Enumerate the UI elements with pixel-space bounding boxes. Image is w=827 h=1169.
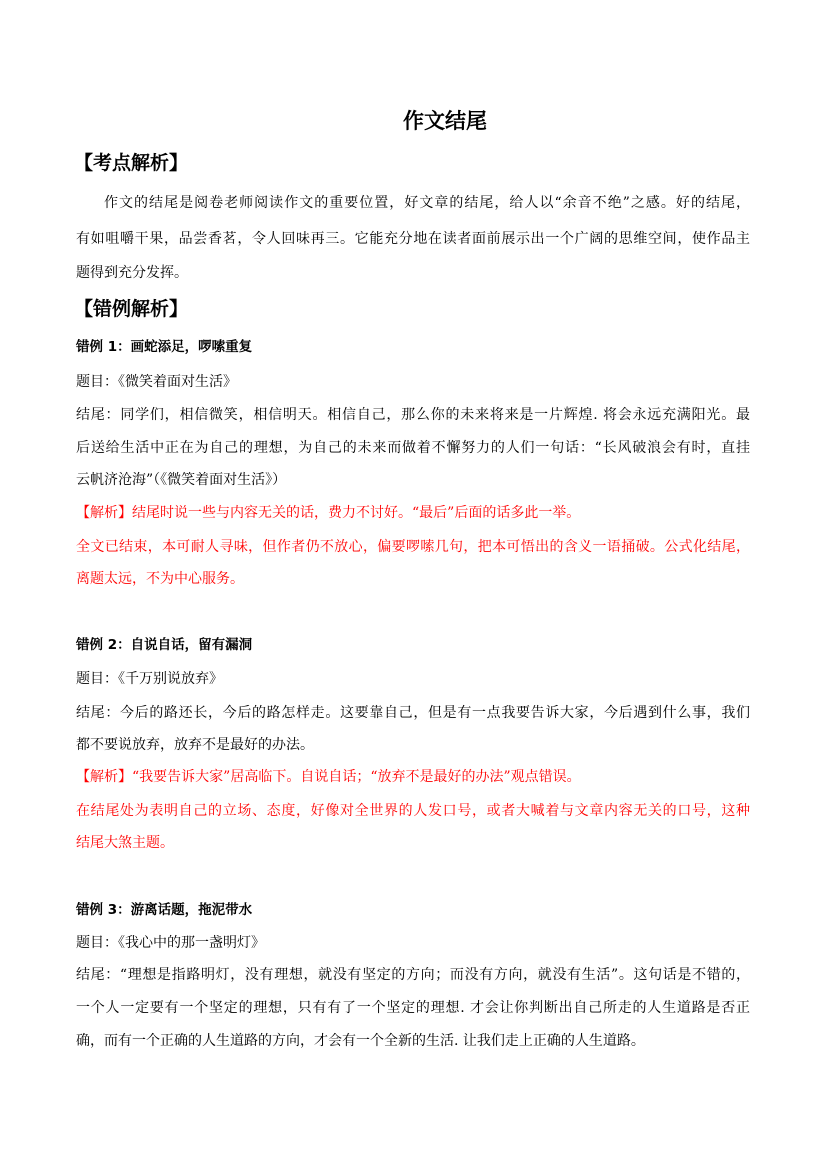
paragraph-line: 作文的结尾是阅卷老师阅读作文的重要位置，好文章的结尾，给人以“余音不绝”之感。好的结尾， bbox=[104, 195, 750, 211]
example-1-analysis-line: 全文已结束，本可耐人寻味，但作者仍不放心，偏要啰嗦几句，把本可悟出的含义一语捅破。公式化结尾， bbox=[76, 539, 750, 555]
example-3-ending-line: 一个人一定要有一个坚定的理想，只有有了一个坚定的理想. 才会让你判断出自己所走的人生道路是否正 bbox=[76, 1000, 750, 1016]
example-1-analysis-line: 离题太远，不为中心服务。 bbox=[76, 571, 244, 587]
example-1-analysis-line: 【解析】结尾时说一些与内容无关的话，费力不讨好。“最后”后面的话多此一举。 bbox=[76, 505, 581, 521]
example-2-analysis-line: 结尾大煞主题。 bbox=[76, 835, 174, 851]
example-2-topic: 题目：《千万别说放弃》 bbox=[76, 671, 223, 687]
example-1-label: 错例 1：画蛇添足，啰嗦重复 bbox=[76, 339, 253, 355]
example-3-topic: 题目：《我心中的那一盏明灯》 bbox=[76, 935, 265, 951]
example-2-analysis-line: 【解析】“我要告诉大家”居高临下。自说自话；“放弃不是最好的办法”观点错误。 bbox=[76, 769, 581, 785]
section-heading-errors: 【错例解析】 bbox=[74, 298, 189, 320]
page-title: 作文结尾 bbox=[403, 109, 487, 133]
example-3-label: 错例 3：游离话题，拖泥带水 bbox=[76, 902, 253, 918]
example-2-label: 错例 2：自说自话，留有漏洞 bbox=[76, 637, 253, 653]
example-1-ending-line: 后送给生活中正在为自己的理想，为自己的未来而做着不懈努力的人们一句话：“长风破浪会有时，直挂 bbox=[76, 440, 750, 456]
example-2-ending-line: 都不要说放弃，放弃不是最好的办法。 bbox=[76, 737, 314, 753]
example-1-ending-line: 结尾：同学们，相信微笑，相信明天。相信自己，那么你的未来将来是一片辉煌. 将会永远充满阳光。最 bbox=[76, 407, 750, 423]
example-3-ending-line: 确，而有一个正确的人生道路的方向，才会有一个全新的生活. 让我们走上正确的人生道路。 bbox=[76, 1033, 645, 1049]
example-2-analysis-line: 在结尾处为表明自己的立场、态度，好像对全世界的人发口号，或者大喊着与文章内容无关的口号，这种 bbox=[76, 803, 750, 819]
paragraph-line: 题得到充分发挥。 bbox=[76, 265, 188, 281]
example-1-topic: 题目：《微笑着面对生活》 bbox=[76, 374, 237, 390]
section-heading-analysis: 【考点解析】 bbox=[74, 152, 189, 174]
paragraph-line: 有如咀嚼干果，品尝香茗，令人回味再三。它能充分地在读者面前展示出一个广阔的思维空间，使作品主 bbox=[76, 231, 750, 247]
example-3-ending-line: 结尾：“理想是指路明灯，没有理想，就没有坚定的方向；而没有方向，就没有生活”。这句话是不错的， bbox=[76, 967, 750, 983]
example-2-ending-line: 结尾：今后的路还长，今后的路怎样走。这要靠自己，但是有一点我要告诉大家，今后遇到什么事，我们 bbox=[76, 705, 750, 721]
example-1-ending-line: 云帆济沧海”（《微笑着面对生活》） bbox=[76, 472, 287, 488]
